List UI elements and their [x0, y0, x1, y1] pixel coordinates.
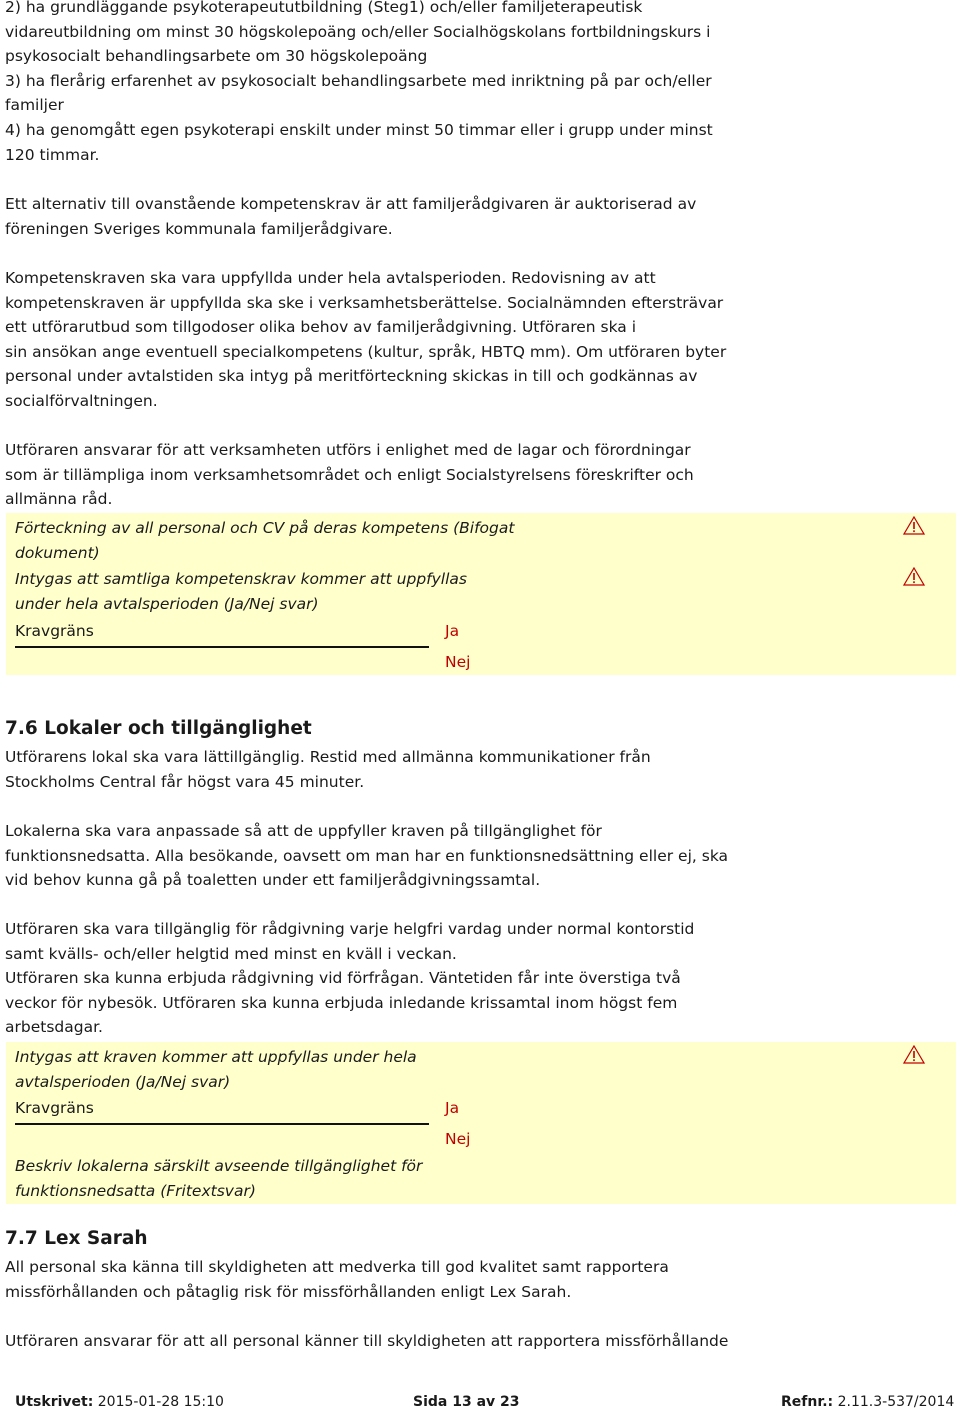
kravgrans-label: Kravgräns [15, 1099, 94, 1117]
text-line: Ett alternativ till ovanstående kompetenskrav är att familjerådgivaren är auktoriserad av [5, 195, 697, 213]
responsibility-paragraph [5, 438, 955, 512]
text-line: sin ansökan ange eventuell specialkompetens (kultur, språk, HBTQ mm). Om utföraren byter [5, 342, 727, 361]
text-line: Utföraren ansvarar för att verksamheten utförs i enlighet med de lagar och förordningar [5, 441, 691, 459]
question-line: dokument) [15, 543, 100, 562]
page-label: Sida 13 av 23 [413, 1394, 520, 1410]
text-line: Stockholms Central får högst vara 45 minuter. [5, 772, 365, 791]
competence-paragraph [5, 266, 955, 414]
text-line: 120 timmar. [5, 145, 100, 164]
lokaler-paragraph-2 [5, 819, 955, 893]
option-nej[interactable]: Nej [445, 1130, 471, 1148]
lex-sarah-paragraph-1 [5, 1255, 955, 1304]
question-line: avtalsperioden (Ja/Nej svar) [15, 1072, 231, 1091]
printed-label: Utskrivet: [15, 1394, 94, 1410]
text-line: föreningen Sveriges kommunala familjerådgivare. [5, 219, 393, 238]
text-line: Utföraren ska vara tillgänglig för rådgivning varje helgfri vardag under normal kontorstid [5, 920, 695, 938]
printed-value: 2015-01-28 15:10 [93, 1394, 224, 1410]
question-line: funktionsnedsatta (Fritextsvar) [15, 1181, 256, 1200]
question-requirements-fulfilled[interactable] [15, 1045, 417, 1094]
section-heading-lex-sarah: 7.7 Lex Sarah [5, 1228, 148, 1249]
question-line: Förteckning av all personal och CV på deras kompetens (Bifogat [15, 519, 515, 537]
text-line: arbetsdagar. [5, 1018, 103, 1037]
question-staff-cv[interactable] [15, 516, 514, 565]
intro-paragraph [5, 0, 955, 167]
warning-icon [903, 567, 925, 587]
text-line: ett utförarutbud som tillgodoser olika behov av familjerådgivning. Utföraren ska i [5, 318, 637, 337]
question-line: Intygas att kraven kommer att uppfyllas under hela [15, 1048, 417, 1066]
answer-box-competence [6, 513, 956, 675]
question-describe-premises[interactable] [15, 1154, 422, 1203]
text-line: 3) ha flerårig erfarenhet av psykosocialt behandlingsarbete med inriktning på par och/eller [5, 71, 712, 90]
text-line: familjer [5, 96, 64, 115]
text-line: 4) ha genomgått egen psykoterapi enskilt under minst 50 timmar eller i grupp under minst [5, 120, 713, 139]
lex-sarah-paragraph-2 [5, 1329, 955, 1354]
section-heading-lokaler: 7.6 Lokaler och tillgänglighet [5, 718, 312, 739]
kravgrans-underline [15, 646, 429, 648]
ref-label: Refnr.: [781, 1394, 834, 1410]
ref-value: 2.11.3-537/2014 [833, 1394, 955, 1410]
question-line: under hela avtalsperioden (Ja/Nej svar) [15, 594, 319, 613]
text-line: veckor för nybesök. Utföraren ska kunna erbjuda inledande krissamtal inom högst fem [5, 993, 678, 1012]
warning-icon [903, 1045, 925, 1065]
text-line: funktionsnedsatta. Alla besökande, oavsett om man har en funktionsnedsättning eller ej, ska [5, 846, 729, 865]
alternative-paragraph [5, 192, 955, 241]
text-line: Utförarens lokal ska vara lättillgänglig. Restid med allmänna kommunikationer från [5, 748, 651, 766]
warning-icon [903, 516, 925, 536]
text-line: allmänna råd. [5, 490, 113, 509]
text-line: Kompetenskraven ska vara uppfyllda under hela avtalsperioden. Redovisning av att [5, 269, 656, 287]
text-line: kompetenskraven är uppfyllda ska ske i verksamhetsberättelse. Socialnämnden eftersträvar [5, 293, 724, 312]
text-line: 2) ha grundläggande psykoterapeututbildning (Steg1) och/eller familjeterapeutisk [5, 0, 643, 16]
text-line: som är tillämpliga inom verksamhetsområdet och enligt Socialstyrelsens föreskrifter och [5, 465, 694, 484]
question-line: Beskriv lokalerna särskilt avseende tillgänglighet för [15, 1157, 423, 1175]
text-line: missförhållanden och påtaglig risk för missförhållanden enligt Lex Sarah. [5, 1282, 572, 1301]
text-line: All personal ska känna till skyldigheten att medverka till god kvalitet samt rapportera [5, 1258, 669, 1276]
question-competence-fulfilled[interactable] [15, 567, 467, 616]
page-number [413, 1392, 520, 1412]
lokaler-paragraph-1 [5, 745, 955, 794]
text-line: personal under avtalstiden ska intyg på meritförteckning skickas in till och godkännas av [5, 367, 698, 386]
text-line: Lokalerna ska vara anpassade så att de uppfyller kraven på tillgänglighet för [5, 822, 602, 840]
option-nej[interactable]: Nej [445, 653, 471, 671]
printed-date [15, 1392, 224, 1412]
question-line: Intygas att samtliga kompetenskrav kommer att uppfyllas [15, 570, 467, 588]
text-line: Utföraren ska kunna erbjuda rådgivning vid förfrågan. Väntetiden får inte överstiga två [5, 969, 681, 988]
reference-number [781, 1392, 954, 1412]
text-line: Utföraren ansvarar för att all personal känner till skyldigheten att rapportera missförhållande [5, 1332, 729, 1350]
lokaler-paragraph-3 [5, 917, 955, 1040]
text-line: samt kvälls- och/eller helgtid med minst en kväll i veckan. [5, 944, 457, 963]
answer-box-lokaler [6, 1042, 956, 1204]
page-footer [15, 1392, 955, 1412]
option-ja[interactable]: Ja [445, 622, 460, 640]
text-line: vidareutbildning om minst 30 högskolepoäng och/eller Socialhögskolans fortbildningskurs i [5, 22, 711, 41]
option-ja[interactable]: Ja [445, 1099, 460, 1117]
kravgrans-underline [15, 1123, 429, 1125]
text-line: socialförvaltningen. [5, 391, 158, 410]
text-line: psykosocialt behandlingsarbete om 30 högskolepoäng [5, 47, 428, 66]
kravgrans-label: Kravgräns [15, 622, 94, 640]
text-line: vid behov kunna gå på toaletten under ett familjerådgivningssamtal. [5, 871, 541, 890]
